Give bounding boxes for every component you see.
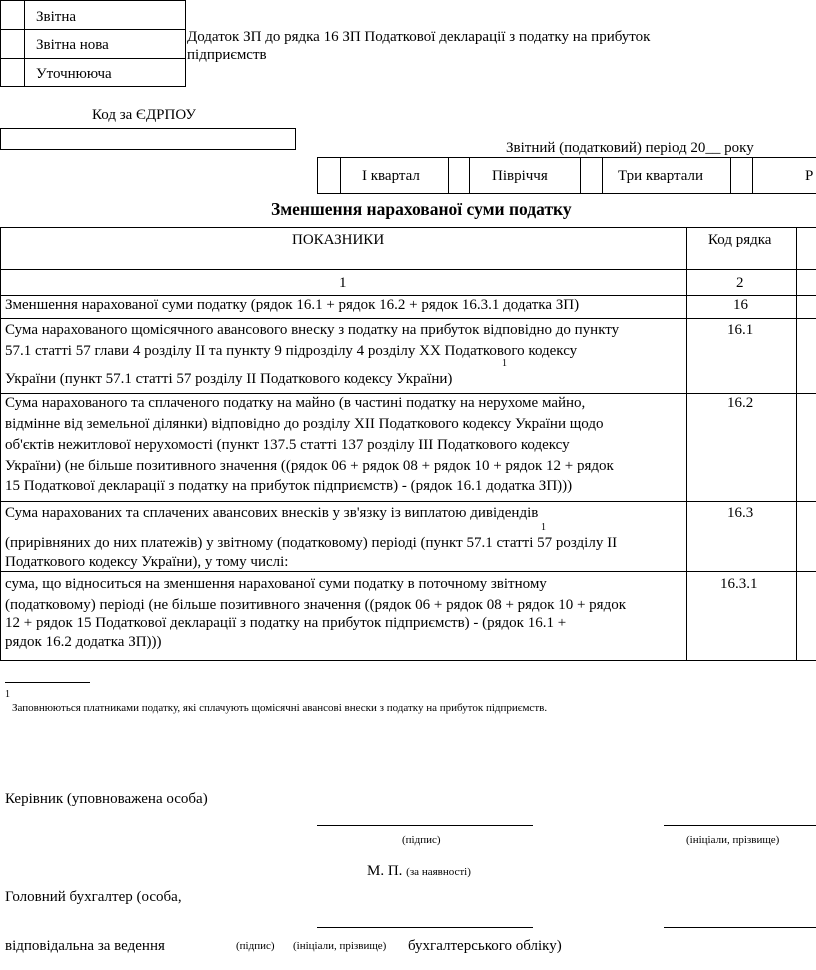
section-title: Зменшення нарахованої суми податку bbox=[271, 199, 572, 219]
accountant-initials-caption: (ініціали, прізвище) bbox=[293, 940, 387, 952]
header-title: Додаток ЗП до рядка 16 ЗП Податкової декларації з податку на прибуток підприємств bbox=[187, 29, 651, 63]
head-initials-caption: (ініціали, прізвище) bbox=[686, 834, 780, 846]
row-16-2-line: Сума нарахованого та сплаченого податку на майно (в частині податку на нерухоме майно, bbox=[5, 395, 586, 411]
footnote-separator bbox=[5, 682, 90, 683]
period-checkbox-half[interactable] bbox=[449, 158, 469, 193]
stamp-note: (за наявності) bbox=[406, 866, 471, 878]
row-16-2-line: відмінне від земельної ділянки) відповідно до розділу ХІІ Податкового кодексу України щодо bbox=[5, 416, 604, 432]
row-16-3-line: Податкового кодексу України), у тому числі: bbox=[5, 554, 289, 570]
column-number-1: 1 bbox=[339, 275, 347, 291]
footnote-text: Заповнюються платниками податку, які сплачують щомісячні авансові внески з податку на прибуток підприємств. bbox=[12, 702, 548, 714]
period-year: Р bbox=[805, 168, 814, 184]
divider bbox=[0, 227, 816, 228]
edrpou-input[interactable] bbox=[0, 128, 296, 150]
report-type-zvitna: Звітна bbox=[36, 9, 77, 25]
period-checkbox-year[interactable] bbox=[731, 158, 752, 193]
edrpou-label: Код за ЄДРПОУ bbox=[92, 107, 196, 123]
checkbox-zvitna[interactable] bbox=[1, 1, 24, 29]
column-header-code: Код рядка bbox=[708, 232, 772, 248]
divider bbox=[340, 157, 341, 194]
divider bbox=[0, 501, 816, 502]
row-16-3-line: (прирівняних до них платежів) у звітному (податковому) періоді (пункт 57.1 статті 57 розділу ІІ bbox=[5, 535, 618, 551]
divider bbox=[0, 227, 1, 660]
checkbox-utochnyuyucha[interactable] bbox=[1, 59, 24, 87]
divider bbox=[0, 660, 816, 661]
divider bbox=[796, 227, 797, 660]
row-16-3-1-line: 12 + рядок 15 Податкової декларації з податку на прибуток підприємств) - (рядок 16.1 + bbox=[5, 615, 567, 631]
row-16-1-line: України (пункт 57.1 статті 57 розділу ІІ Податкового кодексу України) bbox=[5, 371, 453, 387]
column-number-2: 2 bbox=[736, 275, 744, 291]
report-type-zvitna-nova: Звітна нова bbox=[36, 37, 109, 53]
row-16-3-line: Сума нарахованих та сплачених авансових внесків у зв'язку із виплатою дивідендів bbox=[5, 505, 539, 521]
row-16-3-1-line: (податковому) періоді (не більше позитивного значення ((рядок 06 + рядок 08 + рядок 10 + рядок bbox=[5, 597, 626, 613]
footnote-mark: 1 bbox=[5, 689, 10, 700]
divider bbox=[24, 0, 25, 87]
head-signature-line[interactable] bbox=[317, 825, 533, 826]
row-16-3-1-line: сума, що відноситься на зменшення нарахованої суми податку в поточному звітному bbox=[5, 576, 547, 592]
row-16-1-code: 16.1 bbox=[727, 322, 754, 338]
accountant-label-2a: відповідальна за ведення bbox=[5, 938, 165, 954]
period-label: Звітний (податковий) період 20__ року bbox=[506, 140, 754, 156]
report-type-utochnyuyucha: Уточнююча bbox=[36, 66, 112, 82]
row-16-code: 16 bbox=[733, 297, 748, 313]
row-16-2-line: 15 Податкової декларації з податку на прибуток підприємств) - (рядок 16.1 додатка ЗП))) bbox=[5, 478, 573, 494]
accountant-signature-caption: (підпис) bbox=[236, 940, 275, 952]
row-16-3-1-line: рядок 16.2 додатка ЗП))) bbox=[5, 634, 162, 650]
head-label: Керівник (уповноважена особа) bbox=[5, 791, 208, 807]
divider bbox=[0, 269, 816, 270]
divider bbox=[686, 227, 687, 660]
period-half-year: Півріччя bbox=[492, 168, 548, 184]
period-checkbox-q1[interactable] bbox=[318, 158, 340, 193]
divider bbox=[0, 29, 186, 30]
accountant-signature-line[interactable] bbox=[317, 927, 533, 928]
row-16-3-footnote-mark: 1 bbox=[541, 522, 546, 533]
divider bbox=[0, 318, 816, 319]
accountant-initials-line[interactable] bbox=[664, 927, 816, 928]
row-16-2-line: об'єктів нежитлової нерухомості (пункт 137.5 статті 137 розділу ІІІ Податкового кодексу bbox=[5, 437, 570, 453]
column-header-indicators: ПОКАЗНИКИ bbox=[292, 232, 385, 248]
period-three-quarters: Три квартали bbox=[618, 168, 704, 184]
row-16-2-code: 16.2 bbox=[727, 395, 754, 411]
stamp-label bbox=[367, 862, 471, 881]
divider bbox=[752, 157, 753, 194]
row-16-text: Зменшення нарахованої суми податку (рядок 16.1 + рядок 16.2 + рядок 16.3.1 додатка ЗП) bbox=[5, 297, 580, 313]
row-16-3-1-code: 16.3.1 bbox=[720, 576, 758, 592]
row-16-2-line: України) (не більше позитивного значення ((рядок 06 + рядок 08 + рядок 10 + рядок 12 + рядок bbox=[5, 458, 614, 474]
period-q1: І квартал bbox=[362, 168, 420, 184]
divider bbox=[0, 58, 186, 59]
head-initials-line[interactable] bbox=[664, 825, 816, 826]
row-16-1-footnote-mark: 1 bbox=[502, 358, 507, 369]
row-16-1-line: Сума нарахованого щомісячного авансового внеску з податку на прибуток відповідно до пункту bbox=[5, 322, 620, 338]
period-checkbox-q3[interactable] bbox=[581, 158, 602, 193]
row-16-3-code: 16.3 bbox=[727, 505, 754, 521]
row-16-1-line: 57.1 статті 57 глави 4 розділу ІІ та пункту 9 підрозділу 4 розділу ХХ Податкового кодексу bbox=[5, 343, 578, 359]
accountant-label-1: Головний бухгалтер (особа, bbox=[5, 889, 182, 905]
head-signature-caption: (підпис) bbox=[402, 834, 441, 846]
divider bbox=[469, 157, 470, 194]
stamp-text: М. П. bbox=[367, 863, 403, 879]
accountant-label-2b: бухгалтерського обліку) bbox=[408, 938, 562, 954]
divider bbox=[602, 157, 603, 194]
checkbox-zvitna-nova[interactable] bbox=[1, 30, 24, 58]
